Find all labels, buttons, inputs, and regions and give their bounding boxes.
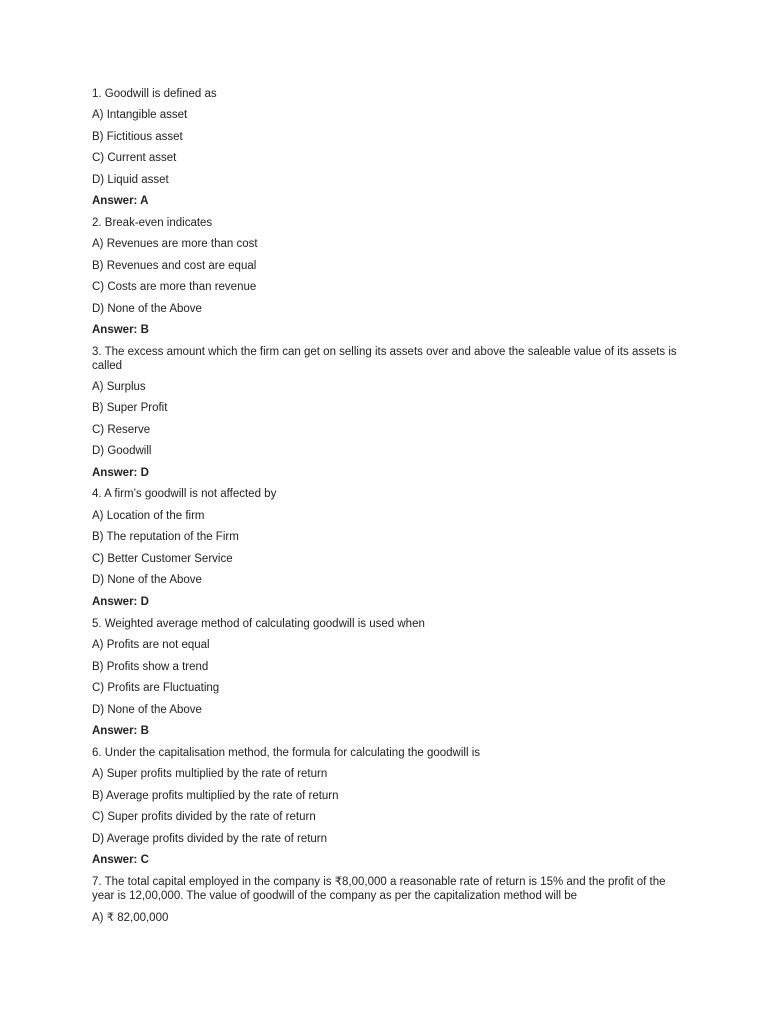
question-4-option-c: C) Better Customer Service [92, 553, 233, 565]
question-5-option-c: C) Profits are Fluctuating [92, 682, 220, 694]
question-2-answer: Answer: B [92, 324, 149, 336]
question-1-option-d: D) Liquid asset [92, 174, 169, 186]
question-6-option-a: A) Super profits multiplied by the rate of return [92, 768, 328, 780]
question-1-option-a: A) Intangible asset [92, 109, 188, 121]
question-1-option-c: C) Current asset [92, 152, 177, 164]
question-5-text: 5. Weighted average method of calculating goodwill is used when [92, 618, 425, 630]
question-3-option-c: C) Reserve [92, 424, 151, 436]
question-1-answer: Answer: A [92, 195, 149, 207]
question-4-text: 4. A firm’s goodwill is not affected by [92, 488, 277, 500]
question-4-option-b: B) The reputation of the Firm [92, 531, 239, 543]
question-2-option-a: A) Revenues are more than cost [92, 238, 258, 250]
question-2-option-b: B) Revenues and cost are equal [92, 260, 257, 272]
question-6-option-c: C) Super profits divided by the rate of return [92, 811, 316, 823]
question-4-option-a: A) Location of the firm [92, 510, 205, 522]
question-3-option-b: B) Super Profit [92, 402, 168, 414]
question-7-option-a: A) ₹ 82,00,000 [92, 912, 169, 924]
question-2-text: 2. Break-even indicates [92, 217, 213, 229]
question-5-answer: Answer: B [92, 725, 149, 737]
question-6-option-d: D) Average profits divided by the rate of return [92, 833, 328, 845]
question-5-option-a: A) Profits are not equal [92, 639, 210, 651]
question-6-option-b: B) Average profits multiplied by the rate of return [92, 790, 339, 802]
question-5-option-b: B) Profits show a trend [92, 661, 209, 673]
question-5-option-d: D) None of the Above [92, 704, 202, 716]
question-1-text: 1. Goodwill is defined as [92, 88, 217, 100]
question-4-answer: Answer: D [92, 596, 149, 608]
question-3-option-d: D) Goodwill [92, 445, 152, 457]
question-3-answer: Answer: D [92, 467, 149, 479]
question-3-option-a: A) Surplus [92, 381, 146, 393]
question-4-option-d: D) None of the Above [92, 574, 202, 586]
question-3-text: 3. The excess amount which the firm can get on selling its assets over and above the saleable value of its assets is called [92, 346, 677, 372]
question-7-text: 7. The total capital employed in the company is ₹8,00,000 a reasonable rate of return is 15% and the profit of the year is 12,00,000. The value of goodwill of the company as per the capitalization method will be [92, 876, 666, 902]
question-2-option-d: D) None of the Above [92, 303, 202, 315]
question-1-option-b: B) Fictitious asset [92, 131, 183, 143]
question-6-text: 6. Under the capitalisation method, the formula for calculating the goodwill is [92, 747, 481, 759]
question-6-answer: Answer: C [92, 854, 149, 866]
question-2-option-c: C) Costs are more than revenue [92, 281, 257, 293]
